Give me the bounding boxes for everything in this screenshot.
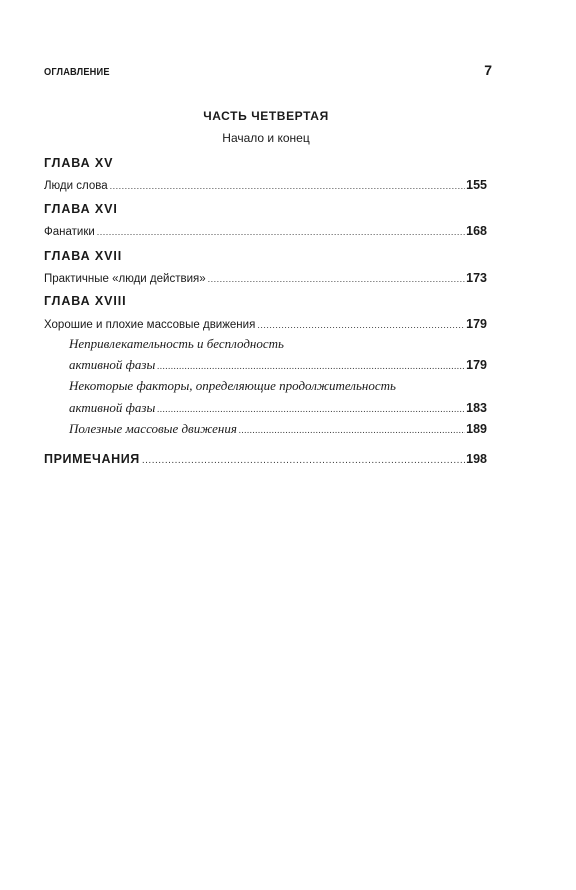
- toc-entry-page: 155: [466, 178, 487, 192]
- toc-subentry-page: 179: [466, 358, 487, 372]
- dot-leader: [208, 270, 466, 288]
- part-subtitle: Начало и конец: [222, 131, 310, 145]
- chapter-heading-xvii: ГЛАВА XVII: [44, 249, 123, 263]
- toc-entry-notes[interactable]: [44, 450, 487, 468]
- toc-subentry-line1: Непривлекательность и бесплодность: [69, 336, 284, 351]
- toc-subentry-neprivlekatelnost[interactable]: [69, 356, 487, 374]
- toc-entry-title: Хорошие и плохие массовые движения: [44, 319, 256, 331]
- dot-leader: [142, 452, 465, 470]
- toc-entry-fanatiki[interactable]: [44, 222, 487, 240]
- toc-subentry-title: Полезные массовые движения: [69, 421, 237, 436]
- dot-leader: [157, 400, 465, 418]
- chapter-heading-xv: ГЛАВА XV: [44, 156, 114, 170]
- running-head: ОГЛАВЛЕНИЕ: [44, 66, 110, 78]
- toc-entry-title: Люди слова: [44, 180, 108, 192]
- toc-subentry-page: 189: [466, 422, 487, 436]
- toc-subentry-poleznye[interactable]: [69, 420, 487, 438]
- toc-entry-title: Практичные «люди действия»: [44, 273, 206, 285]
- chapter-heading-xviii: ГЛАВА XVIII: [44, 294, 127, 308]
- toc-entry-lyudi-deystviya[interactable]: [44, 269, 487, 287]
- toc-entry-page: 173: [466, 271, 487, 285]
- toc-subentry-line1: Некоторые факторы, определяющие продолжительность: [69, 378, 396, 393]
- toc-subentry-title: активной фазы: [69, 400, 156, 415]
- toc-subentry-faktory[interactable]: [69, 399, 487, 417]
- notes-page: 198: [466, 452, 487, 466]
- notes-label: ПРИМЕЧАНИЯ: [44, 452, 140, 466]
- part-title: ЧАСТЬ ЧЕТВЕРТАЯ: [203, 109, 329, 123]
- toc-subentry-page: 183: [466, 401, 487, 415]
- dot-leader: [97, 223, 465, 241]
- dot-leader: [239, 421, 465, 439]
- dot-leader: [110, 177, 466, 195]
- dot-leader: [157, 357, 465, 375]
- dot-leader: [257, 316, 465, 334]
- chapter-heading-xvi: ГЛАВА XVI: [44, 202, 118, 216]
- toc-subentry-title: активной фазы: [69, 357, 156, 372]
- toc-entry-lyudi-slova[interactable]: [44, 176, 487, 194]
- toc-entry-page: 168: [466, 224, 487, 238]
- toc-entry-title: Фанатики: [44, 226, 95, 238]
- toc-entry-page: 179: [466, 317, 487, 331]
- toc-entry-massovye-dvizheniya[interactable]: [44, 315, 487, 333]
- page-number: 7: [484, 62, 492, 78]
